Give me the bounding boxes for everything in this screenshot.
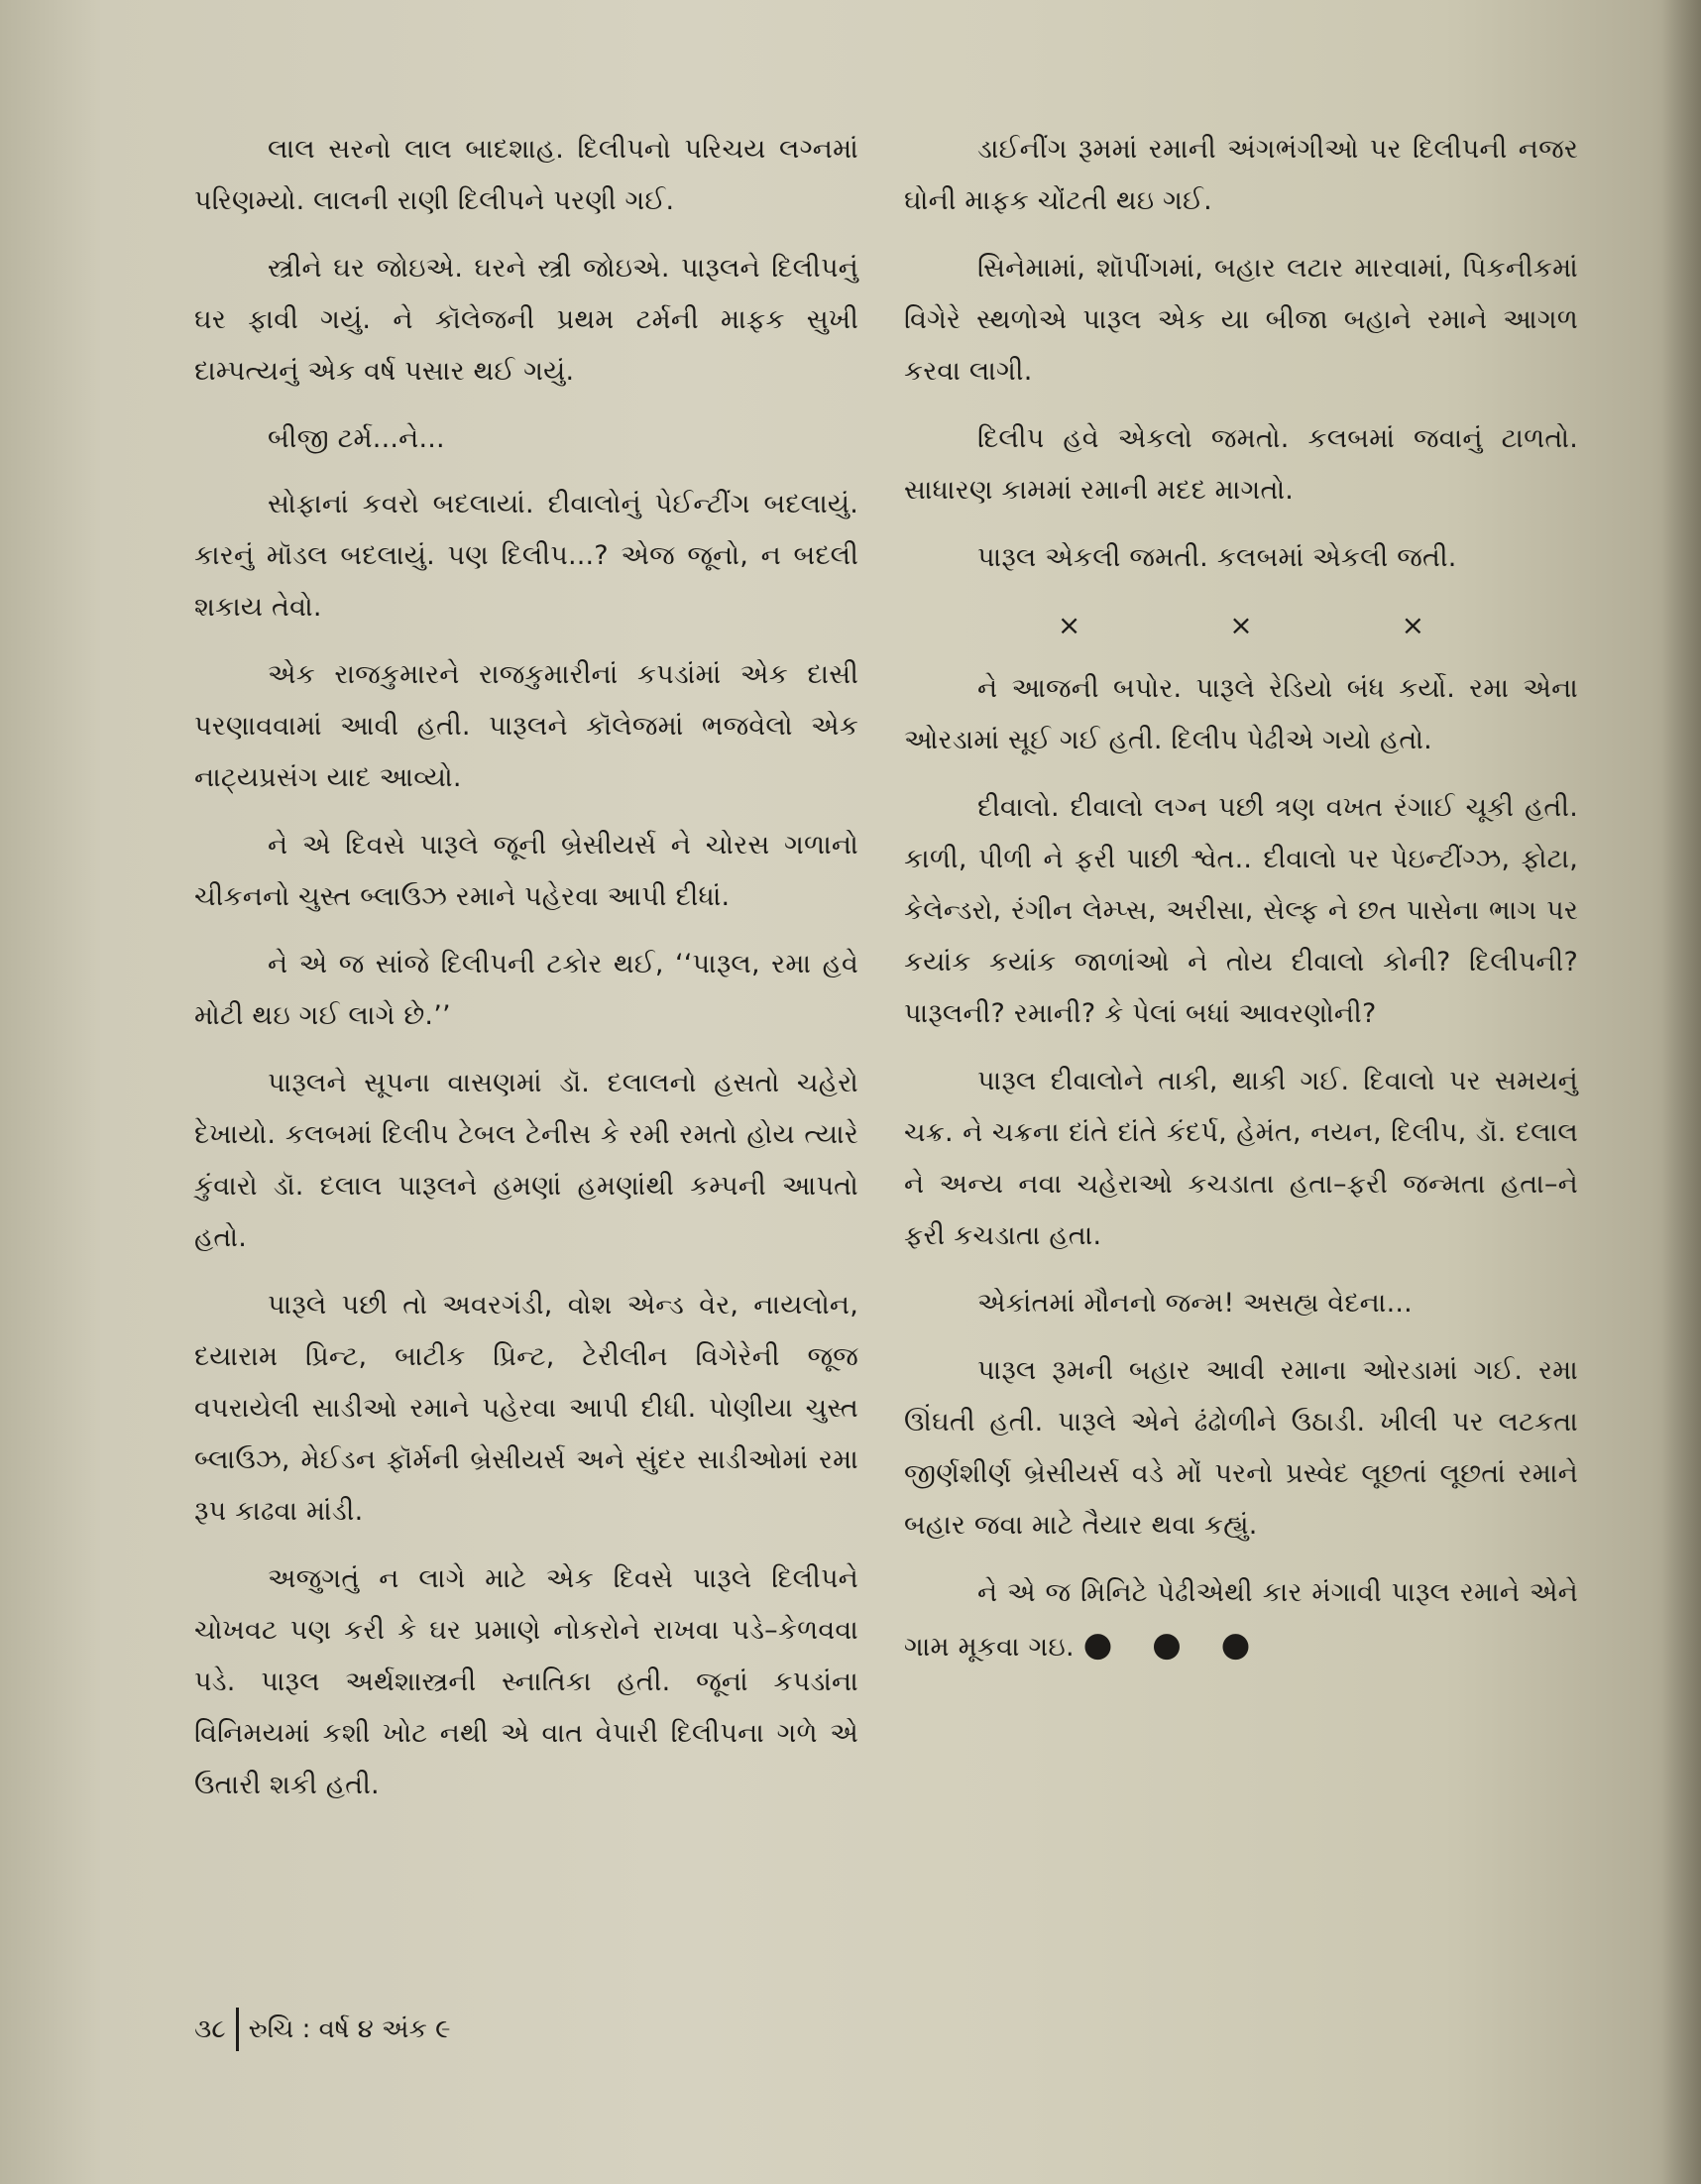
paragraph: સ્ત્રીને ઘર જોઇએ. ઘરને સ્ત્રી જોઇએ. પારૂલને દિલીપનું ઘર ફાવી ગયું. ને કૉલેજની પ્રથમ ટર્મની માફક સુખી દામ્પત્યનું એક વર્ષ પસાર થઈ ગયું. xyxy=(194,253,858,387)
magazine-issue: રુચિ : વર્ષ ૪ અંક ૯ xyxy=(248,2014,451,2044)
paragraph-final xyxy=(904,1567,1578,1673)
page-footer xyxy=(194,2008,450,2051)
paragraph: ને એ જ સાંજે દિલીપની ટકોર થઈ, ‘‘પારૂલ, રમા હવે મોટી થઇ ગઈ લાગે છે.’’ xyxy=(194,949,858,1031)
page-number: ૩૮ xyxy=(194,2014,226,2044)
paragraph: સિનેમામાં, શૉપીંગમાં, બહાર લટાર મારવામાં, પિકનીકમાં વિગેરે સ્થળોએ પારૂલ એક યા બીજા બહાને રમાને આગળ કરવા લાગી. xyxy=(904,253,1578,387)
footer-divider xyxy=(236,2008,239,2051)
paragraph: દિલીપ હવે એકલો જમતો. કલબમાં જવાનું ટાળતો. સાધારણ કામમાં રમાની મદદ માગતો. xyxy=(904,423,1578,506)
paragraph: અજુગતું ન લાગે માટે એક દિવસે પારૂલે દિલીપને ચોખવટ પણ કરી કે ઘર પ્રમાણે નોકરોને રાખવા પડે–કેળવવા પડે. પારૂલ અર્થશાસ્ત્રની સ્નાતિકા હતી. જૂનાં કપડાંના વિનિમયમાં કશી ખોટ નથી એ વાત વેપારી દિલીપના ગળે એ ઉતારી શકી હતી. xyxy=(194,1563,858,1800)
paragraph: એકાંતમાં મૌનનો જન્મ! અસહ્ય વેદના... xyxy=(977,1288,1413,1319)
right-column xyxy=(904,124,1578,1689)
paragraph: એક રાજકુમારને રાજકુમારીનાં કપડાંમાં એક દાસી પરણાવવામાં આવી હતી. પારૂલને કૉલેજમાં ભજવેલો એક નાટ્યપ્રસંગ યાદ આવ્યો. xyxy=(194,659,858,793)
left-column xyxy=(194,124,858,1827)
paragraph: ડાઈનીંગ રૂમમાં રમાની અંગભંગીઓ પર દિલીપની નજર ઘોની માફક ચોંટતી થઇ ગઈ. xyxy=(904,134,1578,216)
separator-mark: × xyxy=(1229,609,1253,641)
paragraph: પારૂલ દીવાલોને તાકી, થાકી ગઈ. દિવાલો પર સમયનું ચક્ર. ને ચક્રના દાંતે દાંતે કંદર્પ, હેમંત, નયન, દિલીપ, ડૉ. દલાલ ને અન્ય નવા ચહેરાઓ કચડાતા હતા–ફરી જન્મતા હતા–ને ફરી કચડાતા હતા. xyxy=(904,1066,1578,1251)
paragraph: લાલ સરનો લાલ બાદશાહ. દિલીપનો પરિચય લગ્નમાં પરિણમ્યો. લાલની રાણી દિલીપને પરણી ગઈ. xyxy=(194,134,858,216)
separator-mark: × xyxy=(1057,609,1081,641)
paragraph: દીવાલો. દીવાલો લગ્ન પછી ત્રણ વખત રંગાઈ ચૂકી હતી. કાળી, પીળી ને ફરી પાછી શ્વેત.. દીવાલો પર પેઇન્ટીંગ્ઝ, ફોટા, કેલેન્ડરો, રંગીન લેમ્પ્સ, અરીસા, સેલ્ફ ને છત પાસેના ભાગ પર કયાંક કયાંક જાળાંઓ ને તોય દીવાલો કોની? દિલીપની? પારૂલની? રમાની? કે પેલાં બધાં આવરણોની? xyxy=(904,792,1578,1029)
paragraph: ને આજની બપોર. પારૂલે રેડિયો બંધ કર્યો. રમા એના ઓરડામાં સૂઈ ગઈ હતી. દિલીપ પેઢીએ ગયો હતો. xyxy=(904,673,1578,755)
end-marks: ● ● ● xyxy=(1082,1625,1265,1665)
paragraph: પારૂલ રૂમની બહાર આવી રમાના ઓરડામાં ગઈ. રમા ઊંઘતી હતી. પારૂલે એને ઢંઢોળીને ઉઠાડી. ખીલી પર લટકતા જીર્ણશીર્ણ બ્રેસીયર્સ વડે મોં પરનો પ્રસ્વેદ લૂછતાં લૂછતાં રમાને બહાર જવા માટે તૈયાર થવા કહ્યું. xyxy=(904,1355,1578,1541)
paragraph: પારૂલને સૂપના વાસણમાં ડૉ. દલાલનો હસતો ચહેરો દેખાયો. કલબમાં દિલીપ ટેબલ ટેનીસ કે રમી રમતો હોય ત્યારે કુંવારો ડૉ. દલાલ પારૂલને હમણાં હમણાંથી કમ્પની આપતો હતો. xyxy=(194,1068,858,1253)
paragraph: ને એ દિવસે પારૂલે જૂની બ્રેસીયર્સ ને ચોરસ ગળાનો ચીકનનો ચુસ્ત બ્લાઉઝ રમાને પહેરવા આપી દીધાં. xyxy=(194,830,858,912)
section-separator xyxy=(904,600,1578,651)
paragraph: પારૂલ એકલી જમતી. કલબમાં એકલી જતી. xyxy=(977,542,1457,573)
paragraph-text: ને એ જ મિનિટે પેઢીએથી કાર મંગાવી પારૂલ રમાને એને ગામ મૂકવા ગઇ. xyxy=(904,1577,1578,1663)
page-spine-shadow xyxy=(1661,0,1701,2184)
separator-mark: × xyxy=(1401,609,1425,641)
paragraph: પારૂલે પછી તો અવરગંડી, વોશ એન્ડ વેર, નાયલોન, દયારામ પ્રિન્ટ, બાટીક પ્રિન્ટ, ટેરીલીન વિગેરેની જૂજ વપરાયેલી સાડીઓ રમાને પહેરવા આપી દીધી. પોણીયા ચુસ્ત બ્લાઉઝ, મેઈડન ફૉર્મની બ્રેસીયર્સ અને સુંદર સાડીઓમાં રમા રૂપ કાઢવા માંડી. xyxy=(194,1290,858,1527)
paragraph: સોફાનાં કવરો બદલાયાં. દીવાલોનું પેઈન્ટીંગ બદલાયું. કારનું મૉડલ બદલાયું. પણ દિલીપ...? એજ જૂનો, ન બદલી શકાય તેવો. xyxy=(194,489,858,623)
paragraph: બીજી ટર્મ...ને... xyxy=(268,423,445,454)
